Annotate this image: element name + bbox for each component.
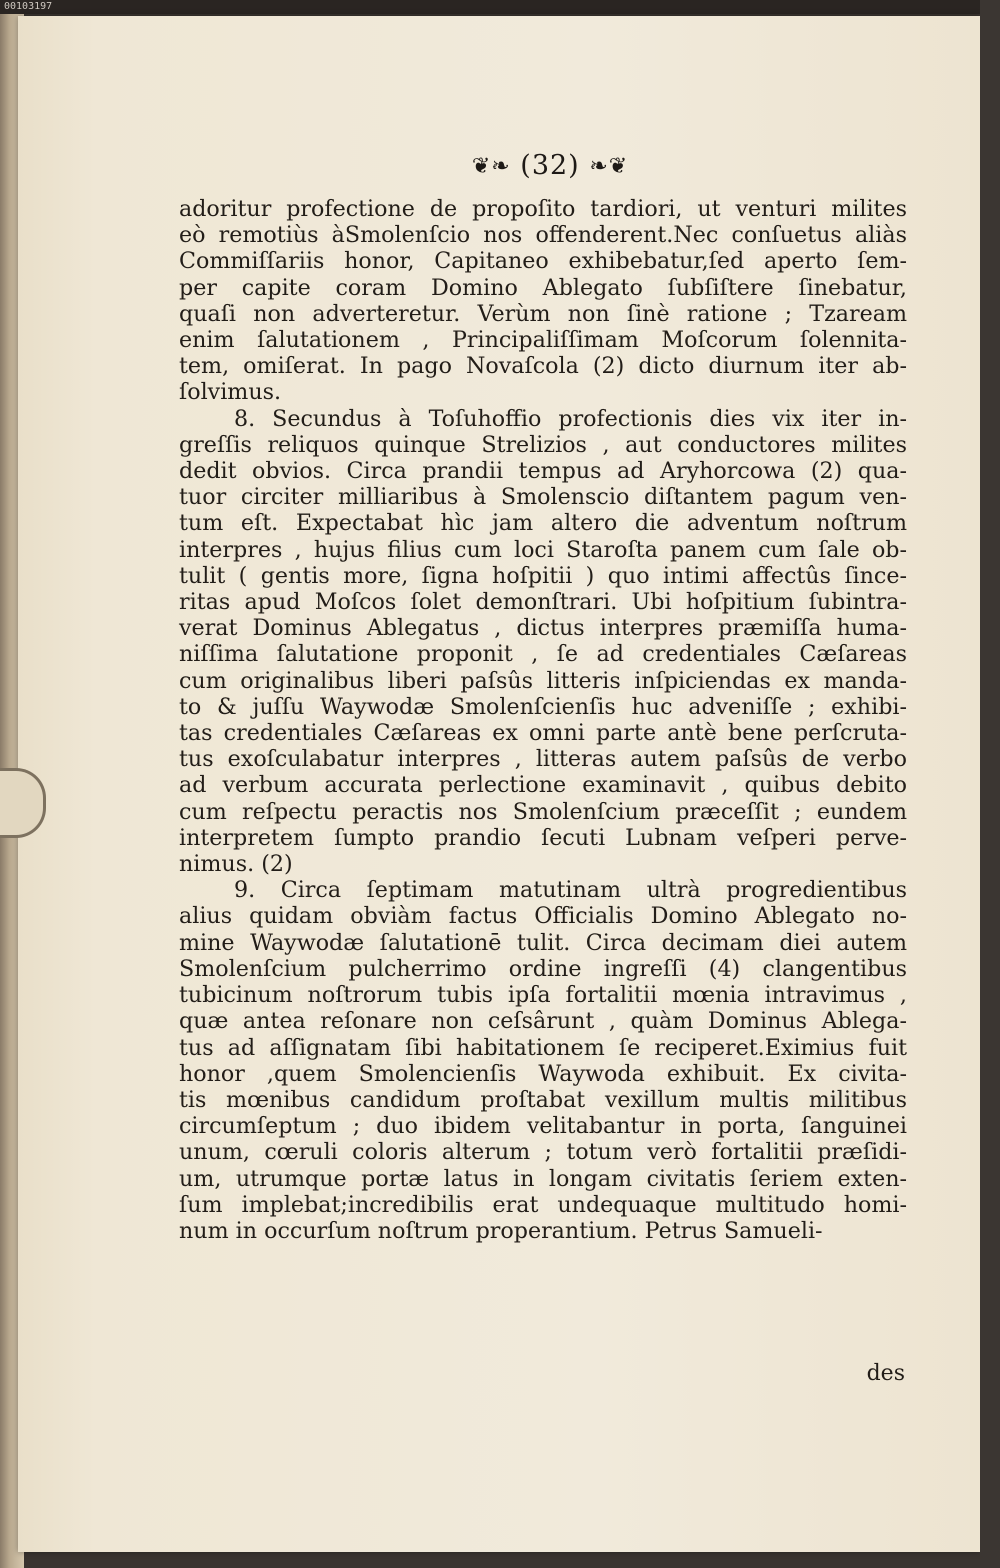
catchword: des (866, 1361, 905, 1386)
paragraph-9-line: honor ,quem Smolencienſis Waywoda exhibuit. Ex civita- (179, 1060, 907, 1087)
page-body (179, 196, 907, 1244)
paragraph-8-line: interpretem ſumpto prandio ſecuti Lubnam veſperi perve- (179, 824, 907, 851)
paragraph-8-line: ad verbum accurata perlectione examinavit , quibus debito (179, 772, 907, 799)
scan-id-strip: 00103197 (0, 0, 1000, 14)
paragraph-8-line: tulit ( gentis more, ſigna hoſpitii ) quo intimi affectûs ſince- (179, 562, 907, 589)
paragraph-9-line: ſum implebat;incredibilis erat undequaque multitudo homi- (179, 1191, 907, 1218)
paragraph-8-line: niſſima ſalutatione proponit , ſe ad credentiales Cæſareas (179, 641, 907, 668)
paragraph-7-line: tem, omiſerat. In pago Novaſcola (2) dicto diurnum iter ab- (179, 353, 907, 380)
paragraph-8-line: tuor circiter milliaribus à Smolenscio diſtantem pagum ven- (179, 484, 907, 511)
paragraph-8-line: tum eſt. Expectabat hìc jam altero die adventum noſtrum (179, 510, 907, 537)
right-margin (980, 0, 1000, 1568)
paragraph-8-line: nimus. (2) (179, 851, 293, 878)
paragraph-9-line: Smolenſcium pulcherrimo ordine ingreſſi (4) clangentibus (179, 955, 907, 982)
page-number: (32) (520, 150, 580, 181)
paragraph-8-line: ritas apud Moſcos ſolet demonſtrari. Ubi hoſpitium ſubintra- (179, 589, 907, 616)
paragraph-8-line: tus exoſculabatur interpres , litteras autem paſsûs de verbo (179, 746, 907, 773)
paragraph-8-line: tas credentiales Cæſareas ex omni parte antè bene perſcruta- (179, 720, 907, 747)
paragraph-7-line: ſolvimus. (179, 379, 282, 406)
paragraph-7-line: per capite coram Domino Ablegato ſubſiſtere ſinebatur, (179, 274, 907, 301)
page-header (430, 150, 670, 181)
paragraph-7-line: eò remotiùs àSmolenſcio nos offenderent.Nec conſuetus aliàs (179, 222, 907, 249)
paragraph-9-line: tubicinum noſtrorum tubis ipſa fortalitii mœnia intravimus , (179, 982, 907, 1009)
paragraph-8-line: cum originalibus liberi paſsûs litteris inſpiciendas ex manda- (179, 667, 907, 694)
paragraph-8-line: verat Dominus Ablegatus , dictus interpres præmiſſa huma- (179, 615, 907, 642)
ornament-left-icon: ❦❧ (471, 154, 511, 179)
paragraph-8-line: dedit obvios. Circa prandii tempus ad Aryhorcowa (2) qua- (179, 458, 907, 485)
paragraph-9-line: tus ad aſſignatam ſibi habitationem ſe reciperet.Eximius fuit (179, 1034, 907, 1061)
ornament-right-icon: ❧❦ (589, 154, 629, 179)
paragraph-7-line: enim ſalutationem , Principaliſſimam Moſcorum ſolennita- (179, 327, 907, 354)
paragraph-8-line: cum reſpectu peractis nos Smolenſcium præceſſit ; eundem (179, 798, 907, 825)
paragraph-9-line: alius quidam obviàm factus Officialis Domino Ablegato no- (179, 903, 907, 930)
paragraph-9-line: circumſeptum ; duo ibidem velitabantur in porta, ſanguinei (179, 1113, 907, 1140)
paragraph-8-line: to & juſſu Waywodæ Smolenſcienſis huc adveniſſe ; exhibi- (179, 693, 907, 720)
paragraph-8-line: 8. Secundus à Toſuhoffio profectionis dies vix iter in- (234, 405, 907, 432)
paragraph-9-line: tis mœnibus candidum proſtabat vexillum multis militibus (179, 1086, 907, 1113)
paragraph-9-line: unum, cœruli coloris alterum ; totum verò fortalitii præſidi- (179, 1139, 907, 1166)
paragraph-9-line: quæ antea reſonare non ceſsârunt , quàm Dominus Ablega- (179, 1008, 907, 1035)
paragraph-7-line: adoritur profectione de propoſito tardiori, ut venturi milites (179, 196, 907, 222)
paragraph-9-line: mine Waywodæ ſalutationē tulit. Circa decimam diei autem (179, 929, 907, 956)
paragraph-9-line: um, utrumque portæ latus in longam civitatis ſeriem exten- (179, 1165, 907, 1192)
paragraph-9-line: num in occurſum noſtrum properantium. Petrus Samueli- (179, 1217, 823, 1244)
paragraph-8-line: greſſis reliquos quinque Strelizios , aut conductores milites (179, 431, 907, 458)
paragraph-8-line: interpres , hujus filius cum loci Staroſta panem cum ſale ob- (179, 536, 907, 563)
paragraph-7-line: Commiſſariis honor, Capitaneo exhibebatur,ſed aperto ſem- (179, 248, 907, 275)
paragraph-9-line: 9. Circa ſeptimam matutinam ultrà progredientibus (234, 877, 907, 904)
paragraph-7-line: quaſi non adverteretur. Verùm non ſinè ratione ; Tzaream (179, 300, 907, 327)
